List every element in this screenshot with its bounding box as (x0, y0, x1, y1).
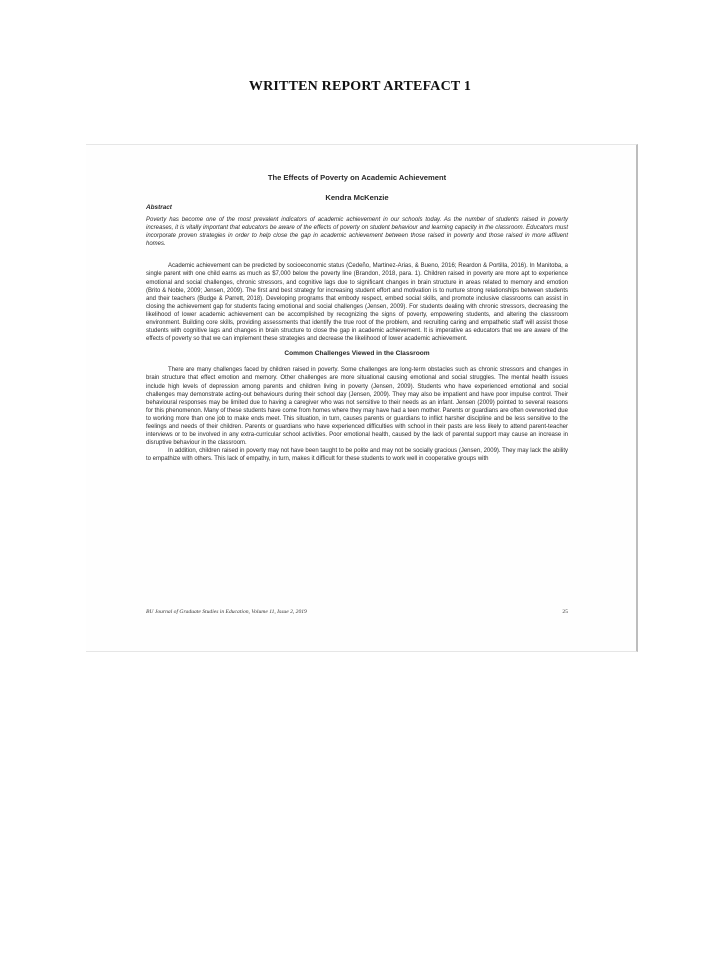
footer-page-number: 25 (562, 609, 568, 615)
footer-journal-citation: BU Journal of Graduate Studies in Education, Volume 11, Issue 2, 2019 (146, 609, 307, 615)
article-title: The Effects of Poverty on Academic Achievement (267, 173, 447, 182)
article-body (146, 173, 568, 463)
abstract-heading: Abstract (146, 204, 172, 211)
page-heading: WRITTEN REPORT ARTEFACT 1 (248, 79, 472, 94)
section-heading: Common Challenges Viewed in the Classroom (284, 350, 430, 358)
article-author: Kendra McKenzie (325, 193, 389, 202)
scanned-article-image (86, 144, 638, 652)
abstract-text: Poverty has become one of the most prevalent indicators of academic achievement in our schools today. As the number of students raised in poverty increases, it is vitally important that educators be aware of the effects of poverty on student behaviour and learning capacity in the classroom. Educators must incorporate proven strategies in order to help close the gap in academic achievement between those raised in poverty and those raised in more affluent homes. (146, 217, 568, 248)
body-paragraph: Academic achievement can be predicted by socioeconomic status (Cedeño, Martinez-Arias, & Bueno, 2016; Reardon & Portilla, 2016). In Manitoba, a single parent with one child earns as much as $7,000 below the poverty line (Brandon, 2018, para. 1). Children raised in poverty are more apt to experience emotional and social challenges, chronic stressors, and cognitive lags due to significant changes in brain structure in areas related to memory and emotion (Brito & Noble, 2009; Jensen, 2009). The first and best strategy for increasing student effort and motivation is to nurture strong relationships between students and their teachers (Budge & Parrett, 2018). Developing programs that embody respect, embed social skills, and promote inclusive classrooms can assist in closing the achievement gap for students facing emotional and social challenges (Jensen, 2009). For students dealing with chronic stressors, decreasing the likelihood of lower academic achievement can be accomplished by recognizing the signs of poverty, empowering students, and altering the classroom environment. Building core skills, providing assessments that identify the true root of the problem, and recruiting caring and empathetic staff will assist those students with cognitive lags and changes in brain structure to close the gap in academic achievement. It is imperative as educators that we are aware of the effects of poverty so that we can implement these strategies and decrease the likelihood of lower academic achievement. (146, 263, 568, 343)
body-paragraph: In addition, children raised in poverty may not have been taught to be polite and may not be socially gracious (Jensen, 2009). They may lack the ability to empathize with others. This lack of empathy, in turn, makes it difficult for these students to work well in cooperative groups with (146, 448, 568, 463)
body-paragraph: There are many challenges faced by children raised in poverty. Some challenges are long-term obstacles such as chronic stressors and changes in brain structure that effect emotion and memory. Other challenges are more situational causing emotional and social struggles. The mental health issues include high levels of depression among parents and children living in poverty (Jensen, 2009). Students who have experienced emotional and social challenges may demonstrate acting-out behaviours during their school day (Jensen, 2009). They may also be impatient and have poor impulse control. Their behavioural responses may be limited due to having a caregiver who was not sensitive to their needs as an infant. Jensen (2009) pointed to several reasons for this phenomenon. Many of these students have come from homes where they may have had a teen mother. Parents or guardians are often overworked due to working more than one job to make ends meet. This situation, in turn, causes parents or guardians to inflict harsher discipline and be less sensitive to the feelings and needs of their children. Parents or guardians who have experienced difficulties with school in their pasts are less likely to attend parent-teacher interviews or to be involved in any extra-curricular school activities. Poor emotional health, caused by the lack of parental support may cause an increase in disruptive behaviour in the classroom. (146, 367, 568, 447)
